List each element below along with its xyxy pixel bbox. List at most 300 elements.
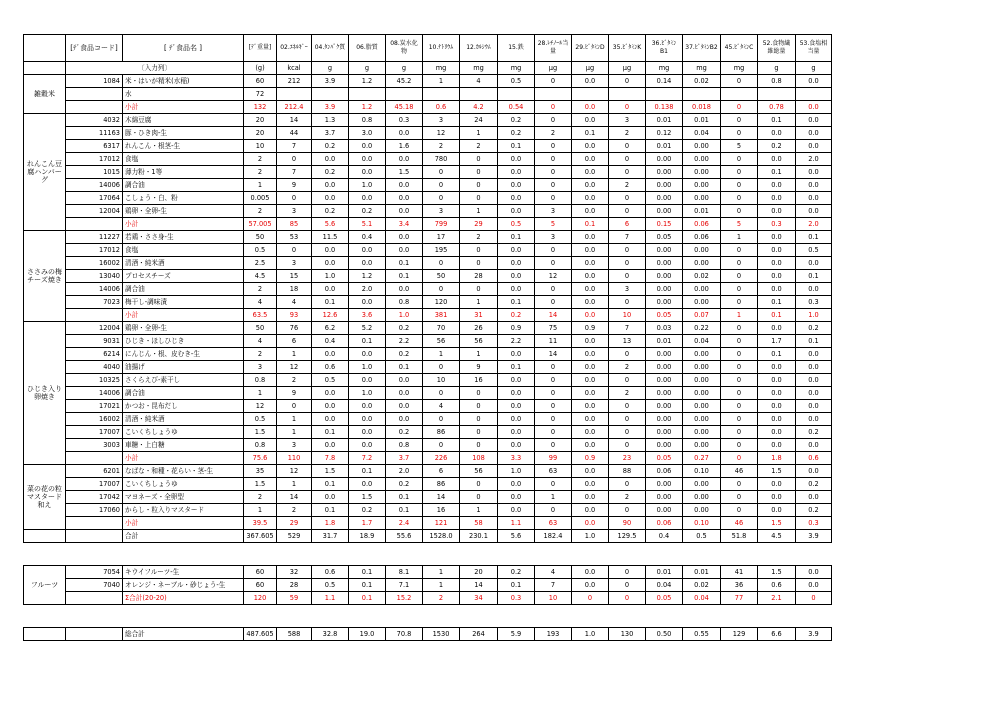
nutrient-value: 0.1 — [572, 218, 609, 231]
food-name: からし・粒入りマスタード — [123, 504, 244, 517]
food-code: 9031 — [66, 335, 123, 348]
food-code — [66, 101, 123, 114]
food-code: 10325 — [66, 374, 123, 387]
header-weight: [ﾃﾞ重量] — [244, 35, 277, 62]
nutrient-value: 0 — [609, 270, 646, 283]
food-code: 6317 — [66, 140, 123, 153]
nutrient-value: 0 — [609, 413, 646, 426]
nutrient-value: 121 — [423, 517, 460, 530]
subtotal-row — [24, 517, 832, 530]
nutrient-value: 0.00 — [646, 192, 683, 205]
nutrient-value: 0 — [721, 244, 758, 257]
nutrient-value: 0.0 — [758, 504, 796, 517]
nutrient-value: 29 — [277, 517, 312, 530]
nutrient-value: 0 — [721, 335, 758, 348]
total-value: 1528.0 — [423, 530, 460, 543]
nutrient-value: 0 — [535, 257, 572, 270]
food-name: 水 — [123, 88, 244, 101]
nutrient-value: 13 — [609, 335, 646, 348]
nutrient-value: 0.0 — [796, 192, 832, 205]
nutrient-value: 46 — [721, 517, 758, 530]
nutrient-value: 0.018 — [683, 101, 721, 114]
nutrient-value: 7 — [609, 322, 646, 335]
unit-col: mg — [721, 62, 758, 75]
nutrient-value: 1.8 — [758, 452, 796, 465]
grand-total-row — [24, 628, 832, 641]
nutrient-value: 86 — [423, 478, 460, 491]
nutrient-value: 0.00 — [646, 504, 683, 517]
table-row — [24, 579, 832, 592]
nutrient-value: 88 — [609, 465, 646, 478]
nutrient-value: 2.0 — [796, 218, 832, 231]
nutrient-value: 53 — [277, 231, 312, 244]
nutrient-value: 0.1 — [349, 465, 386, 478]
nutrient-value: 0.1 — [758, 296, 796, 309]
nutrient-value: 0.9 — [572, 322, 609, 335]
header-code: [ﾃﾞ食品コード] — [66, 35, 123, 62]
nutrient-value: 0.2 — [796, 504, 832, 517]
nutrient-value: 0 — [460, 192, 498, 205]
food-name: かつお・昆布だし — [123, 400, 244, 413]
nutrient-value: 0 — [460, 166, 498, 179]
nutrient-value: 0.2 — [312, 166, 349, 179]
nutrient-value: 14 — [423, 491, 460, 504]
total-value: 5.6 — [498, 530, 535, 543]
nutrient-value: 0.0 — [386, 179, 423, 192]
nutrient-value: 9 — [277, 387, 312, 400]
nutrient-value: 0.0 — [349, 426, 386, 439]
nutrient-value: 70 — [423, 322, 460, 335]
nutrition-table — [23, 34, 832, 641]
total-code-blank — [66, 530, 123, 543]
nutrient-value: 3.9 — [312, 75, 349, 88]
nutrient-value: 0.2 — [796, 322, 832, 335]
nutrient-value: 0.0 — [572, 439, 609, 452]
nutrient-value: 0 — [460, 283, 498, 296]
nutrient-value: 1.5 — [386, 166, 423, 179]
unit-col: μg — [609, 62, 646, 75]
nutrient-value — [646, 88, 683, 101]
header-group — [24, 35, 66, 62]
nutrient-value: 0.0 — [796, 205, 832, 218]
nutrient-value: 7 — [277, 166, 312, 179]
nutrient-value: 5.2 — [349, 322, 386, 335]
nutrient-value: 0.2 — [386, 348, 423, 361]
weight-value: 20 — [244, 127, 277, 140]
nutrient-value: 56 — [460, 335, 498, 348]
nutrient-value: 0 — [609, 400, 646, 413]
unit-col: μg — [572, 62, 609, 75]
nutrient-value: 0.00 — [646, 270, 683, 283]
nutrient-value: 0.6 — [312, 361, 349, 374]
nutrient-value: 0.0 — [498, 426, 535, 439]
nutrient-value: 0.0 — [572, 205, 609, 218]
nutrient-value: 7.8 — [312, 452, 349, 465]
nutrient-value: 0.00 — [683, 192, 721, 205]
nutrient-value: 0 — [721, 387, 758, 400]
nutrient-value: 0.01 — [646, 114, 683, 127]
nutrient-value: 1.2 — [349, 270, 386, 283]
nutrient-value: 0.0 — [572, 114, 609, 127]
nutrient-value: 63 — [535, 517, 572, 530]
nutrient-value: 2.2 — [498, 335, 535, 348]
units-blank — [24, 62, 66, 75]
nutrient-value: 20 — [460, 566, 498, 579]
nutrient-value: 0.1 — [758, 114, 796, 127]
nutrient-value: 0.0 — [498, 374, 535, 387]
table-row — [24, 439, 832, 452]
nutrient-value: 0 — [460, 400, 498, 413]
weight-value: 0.005 — [244, 192, 277, 205]
nutrient-value: 0.00 — [683, 478, 721, 491]
food-code: 1084 — [66, 75, 123, 88]
nutrient-value: 1 — [277, 348, 312, 361]
nutrient-value: 44 — [277, 127, 312, 140]
nutrient-value: 0.1 — [498, 140, 535, 153]
total-value: 4.5 — [758, 530, 796, 543]
nutrient-value: 0.0 — [498, 491, 535, 504]
nutrient-value: 0.1 — [312, 426, 349, 439]
nutrient-value: 0.01 — [646, 566, 683, 579]
nutrient-value: 2 — [609, 361, 646, 374]
nutrient-value: 0.2 — [796, 478, 832, 491]
nutrient-value: 7.1 — [386, 579, 423, 592]
nutrient-value: 0.1 — [386, 257, 423, 270]
food-name: プロセスチーズ — [123, 270, 244, 283]
nutrient-value: 0 — [460, 491, 498, 504]
total-row — [24, 530, 832, 543]
nutrient-value: 0 — [277, 244, 312, 257]
nutrient-value: 0.0 — [498, 153, 535, 166]
food-code: 13040 — [66, 270, 123, 283]
nutrient-value: 0.0 — [758, 257, 796, 270]
nutrient-value: 0.0 — [572, 400, 609, 413]
nutrient-value: 2 — [609, 127, 646, 140]
nutrient-value: 0.1 — [498, 296, 535, 309]
weight-value: 0.5 — [244, 413, 277, 426]
nutrient-value: 0.0 — [758, 387, 796, 400]
header-name: [ ﾃﾞ食品名 ] — [123, 35, 244, 62]
weight-value: 10 — [244, 140, 277, 153]
nutrient-value: 0.0 — [758, 491, 796, 504]
food-code: 6201 — [66, 465, 123, 478]
food-name: 小計 — [123, 309, 244, 322]
nutrient-value: 45.2 — [386, 75, 423, 88]
nutrient-value: 0.0 — [386, 205, 423, 218]
nutrient-value: 12 — [535, 270, 572, 283]
weight-value: 4 — [244, 335, 277, 348]
table-row — [24, 348, 832, 361]
nutrient-value: 0.138 — [646, 101, 683, 114]
nutrient-value: 3.4 — [386, 218, 423, 231]
food-name: 鶏卵・全卵-生 — [123, 322, 244, 335]
nutrient-value: 1 — [460, 296, 498, 309]
nutrient-value: 36 — [721, 579, 758, 592]
nutrient-value — [386, 88, 423, 101]
food-name: 調合油 — [123, 387, 244, 400]
nutrient-value: 0.0 — [312, 192, 349, 205]
table-row — [24, 244, 832, 257]
nutrient-value: 0.15 — [646, 218, 683, 231]
nutrient-value: 0.00 — [683, 283, 721, 296]
nutrient-value: 2 — [277, 504, 312, 517]
nutrient-value: 0.00 — [683, 426, 721, 439]
nutrient-value: 0.06 — [683, 218, 721, 231]
nutrient-value: 3 — [277, 439, 312, 452]
nutrient-value: 0 — [460, 244, 498, 257]
nutrient-value: 0.0 — [796, 374, 832, 387]
nutrient-value: 0 — [721, 127, 758, 140]
nutrient-value: 0 — [721, 75, 758, 88]
food-name: キウイフルーツ-生 — [123, 566, 244, 579]
grand-total-value: 588 — [277, 628, 312, 641]
nutrient-value: 0.0 — [572, 478, 609, 491]
nutrient-value: 0.6 — [758, 579, 796, 592]
nutrient-value: 0.0 — [572, 566, 609, 579]
total-value: 18.9 — [349, 530, 386, 543]
nutrient-value: 0.1 — [498, 361, 535, 374]
subtotal-row — [24, 452, 832, 465]
nutrient-value: 0 — [535, 426, 572, 439]
nutrient-value: 0.0 — [572, 465, 609, 478]
nutrient-value: 14 — [277, 491, 312, 504]
nutrient-value: 0.00 — [646, 387, 683, 400]
table-row — [24, 153, 832, 166]
nutrient-value: 0 — [721, 205, 758, 218]
nutrient-value: 0.0 — [572, 579, 609, 592]
nutrient-value: 0 — [535, 166, 572, 179]
nutrient-value: 0.9 — [572, 452, 609, 465]
nutrient-value: 0 — [460, 413, 498, 426]
nutrient-value: 0.0 — [498, 413, 535, 426]
grand-total-value: 130 — [609, 628, 646, 641]
food-name: 食塩 — [123, 153, 244, 166]
nutrient-value: 0.0 — [796, 114, 832, 127]
unit-col: g — [796, 62, 832, 75]
table-row — [24, 296, 832, 309]
nutrient-value: 0.0 — [312, 179, 349, 192]
nutrient-value: 0 — [609, 101, 646, 114]
nutrient-value: 0.00 — [683, 257, 721, 270]
food-code: 17060 — [66, 504, 123, 517]
nutrient-value: 0.0 — [498, 283, 535, 296]
nutrient-value: 3 — [423, 205, 460, 218]
nutrient-value: 2.1 — [758, 592, 796, 605]
nutrient-value: 0 — [535, 75, 572, 88]
nutrient-value: 0.22 — [683, 322, 721, 335]
grand-total-blank — [24, 628, 66, 641]
nutrient-value: 29 — [460, 218, 498, 231]
nutrient-value: 0.0 — [796, 566, 832, 579]
nutrient-value: 0.8 — [386, 439, 423, 452]
nutrient-value — [758, 88, 796, 101]
nutrient-value: 3 — [535, 205, 572, 218]
nutrient-value — [796, 88, 832, 101]
nutrient-value: 0.27 — [683, 452, 721, 465]
food-code: 17021 — [66, 400, 123, 413]
table-row — [24, 166, 832, 179]
food-code: 17042 — [66, 491, 123, 504]
nutrient-value: 1.5 — [758, 465, 796, 478]
nutrient-value: 0 — [609, 205, 646, 218]
nutrient-value: 11 — [535, 335, 572, 348]
nutrient-value: 3.3 — [498, 452, 535, 465]
food-name: ひじき・ほしひじき — [123, 335, 244, 348]
nutrient-value: 0 — [277, 192, 312, 205]
weight-value: 57.005 — [244, 218, 277, 231]
nutrient-value: 5 — [721, 218, 758, 231]
food-code — [66, 452, 123, 465]
food-code: 14006 — [66, 179, 123, 192]
nutrient-value: 0 — [535, 114, 572, 127]
nutrient-value: 9 — [277, 179, 312, 192]
spacer — [24, 605, 832, 628]
weight-value: 60 — [244, 566, 277, 579]
nutrient-value: 0.0 — [572, 153, 609, 166]
grand-total-label: 総合計 — [123, 628, 244, 641]
food-name: 清酒・純米酒 — [123, 413, 244, 426]
nutrient-value: 0 — [535, 374, 572, 387]
nutrient-value: 18 — [277, 283, 312, 296]
nutrient-value: 0.0 — [498, 244, 535, 257]
nutrient-value: 0.1 — [758, 166, 796, 179]
nutrient-value: 0.0 — [386, 283, 423, 296]
nutrient-value: 10 — [609, 309, 646, 322]
food-name: 車糖・上白糖 — [123, 439, 244, 452]
nutrient-value: 0 — [535, 283, 572, 296]
header-col: 53.食塩相当量 — [796, 35, 832, 62]
nutrient-value: 0.05 — [646, 309, 683, 322]
nutrient-value: 0.0 — [312, 153, 349, 166]
nutrient-value: 0.01 — [683, 114, 721, 127]
nutrient-value: 1 — [460, 348, 498, 361]
weight-value: 2 — [244, 491, 277, 504]
nutrient-value: 0.0 — [572, 387, 609, 400]
nutrient-value: 0.1 — [349, 592, 386, 605]
nutrient-value: 0.05 — [646, 592, 683, 605]
nutrient-value: 2 — [460, 140, 498, 153]
nutrient-value: 75 — [535, 322, 572, 335]
table-row — [24, 231, 832, 244]
nutrient-value: 0.0 — [758, 413, 796, 426]
nutrient-value: 17 — [423, 231, 460, 244]
nutrient-value: 0.0 — [312, 348, 349, 361]
nutrient-value: 0.8 — [386, 296, 423, 309]
nutrient-value: 0.0 — [758, 426, 796, 439]
nutrient-value: 2 — [609, 491, 646, 504]
nutrient-value: 0.0 — [758, 127, 796, 140]
food-code — [66, 218, 123, 231]
nutrient-value: 0.0 — [498, 257, 535, 270]
nutrient-value: 0 — [535, 361, 572, 374]
nutrient-value: 0.0 — [758, 400, 796, 413]
food-code: 4032 — [66, 114, 123, 127]
nutrient-value: 0.0 — [572, 413, 609, 426]
food-code: 7054 — [66, 566, 123, 579]
nutrient-value: 0.0 — [572, 348, 609, 361]
nutrient-value: 4 — [423, 400, 460, 413]
nutrient-value: 0.0 — [796, 579, 832, 592]
nutrient-value: 0.0 — [572, 517, 609, 530]
nutrient-value: 28 — [277, 579, 312, 592]
nutrient-value: 85 — [277, 218, 312, 231]
grand-total-value: 32.8 — [312, 628, 349, 641]
nutrient-value — [683, 88, 721, 101]
nutrient-value: 0.0 — [349, 348, 386, 361]
nutrient-value: 0 — [721, 296, 758, 309]
weight-value: 1 — [244, 387, 277, 400]
nutrient-value: 0.3 — [498, 592, 535, 605]
nutrient-value: 0.2 — [386, 478, 423, 491]
nutrient-value: 2.0 — [349, 283, 386, 296]
nutrient-value: 2 — [535, 127, 572, 140]
nutrient-value: 0 — [721, 478, 758, 491]
subtotal-row — [24, 592, 832, 605]
table-row — [24, 491, 832, 504]
nutrient-value: 0.05 — [646, 452, 683, 465]
weight-value: 50 — [244, 231, 277, 244]
nutrient-value: 59 — [277, 592, 312, 605]
nutrient-value: 0.00 — [683, 153, 721, 166]
nutrient-value: 0.00 — [683, 400, 721, 413]
spacer-row — [24, 605, 832, 628]
nutrient-value: 0.02 — [683, 270, 721, 283]
nutrient-value: 0.0 — [498, 387, 535, 400]
nutrient-value: 195 — [423, 244, 460, 257]
unit-col: μg — [535, 62, 572, 75]
weight-value: 39.5 — [244, 517, 277, 530]
nutrient-value: 0.10 — [683, 517, 721, 530]
nutrient-value: 0.9 — [498, 322, 535, 335]
nutrient-value: 0.00 — [646, 426, 683, 439]
nutrient-value: 1.8 — [312, 517, 349, 530]
nutrient-value: 0.5 — [312, 579, 349, 592]
nutrient-value: 2 — [460, 231, 498, 244]
nutrient-value: 0.10 — [683, 465, 721, 478]
food-code: 17012 — [66, 153, 123, 166]
nutrient-value — [572, 88, 609, 101]
table-row — [24, 75, 832, 88]
nutrient-value: 3.9 — [312, 101, 349, 114]
table-row — [24, 88, 832, 101]
nutrient-value: 212 — [277, 75, 312, 88]
dish-name: フルーツ — [24, 566, 66, 605]
total-value: 1.0 — [572, 530, 609, 543]
nutrient-value: 1.1 — [498, 517, 535, 530]
nutrient-value: 1 — [460, 205, 498, 218]
nutrient-value: 0.0 — [572, 192, 609, 205]
table-row — [24, 205, 832, 218]
nutrient-value: 0.1 — [498, 579, 535, 592]
nutrient-value: 0.00 — [683, 387, 721, 400]
weight-value: 72 — [244, 88, 277, 101]
header-col: 12.ｶﾙｼｳﾑ — [460, 35, 498, 62]
grand-total-value: 129 — [721, 628, 758, 641]
nutrient-value: 3 — [609, 114, 646, 127]
nutrient-value: 63 — [535, 465, 572, 478]
nutrient-value: 3.7 — [386, 452, 423, 465]
nutrient-value: 3 — [423, 114, 460, 127]
food-code — [66, 88, 123, 101]
subtotal-row — [24, 101, 832, 114]
nutrient-value: 0.04 — [683, 335, 721, 348]
dish-name: ひじき入り卵焼き — [24, 322, 66, 465]
nutrient-value: 0.0 — [572, 504, 609, 517]
nutrient-value: 0.1 — [758, 309, 796, 322]
nutrient-value: 0.1 — [796, 231, 832, 244]
nutrient-value: 0.2 — [312, 140, 349, 153]
dish-name: 菜の花の粒マスタード和え — [24, 465, 66, 530]
